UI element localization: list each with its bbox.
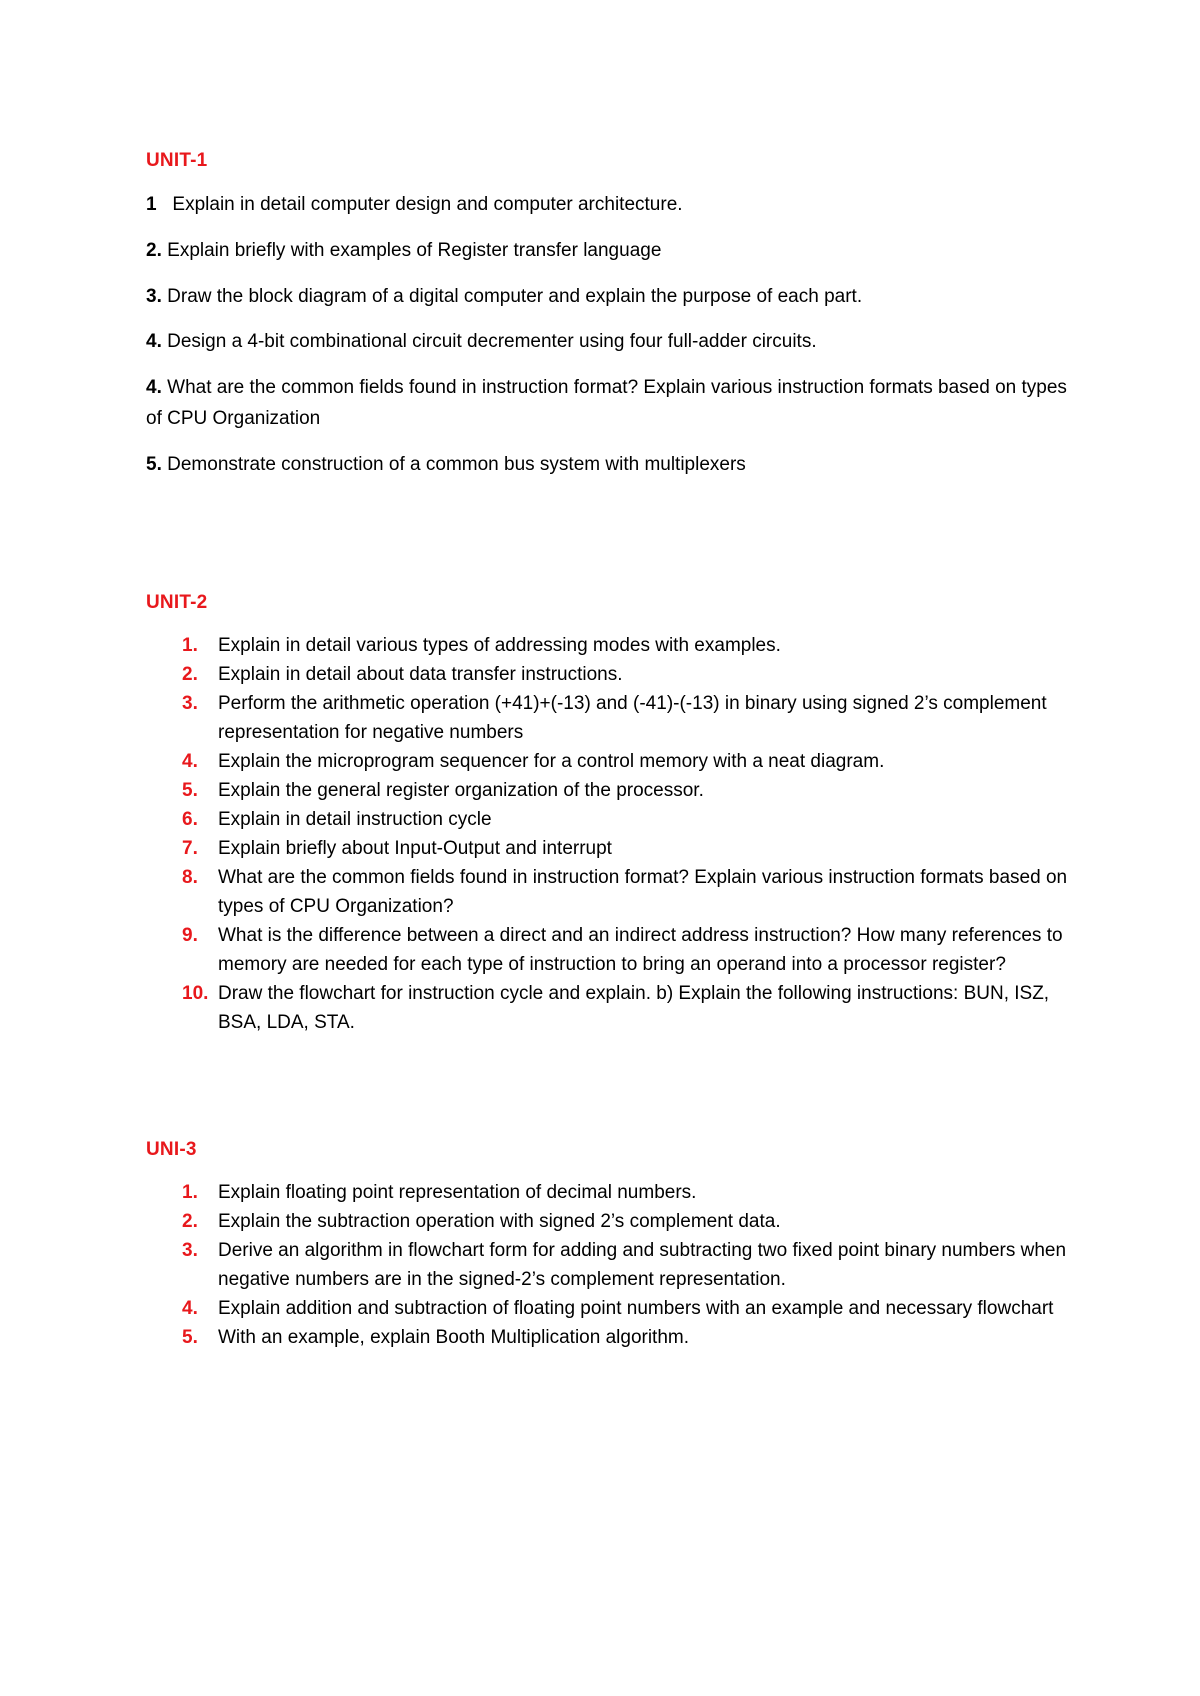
- unit-3-question-list: [146, 1178, 1076, 1352]
- unit-1-question: [146, 235, 1076, 266]
- unit-1-question: [146, 326, 1076, 357]
- list-item: [146, 776, 1076, 805]
- question-text: Explain briefly about Input-Output and interrupt: [218, 838, 612, 859]
- list-item: [146, 631, 1076, 660]
- question-text: What is the difference between a direct and an indirect address instruction? How many references to memory are needed for each type of instruction to bring an operand into a processor register?: [218, 925, 1063, 975]
- list-item: [146, 1323, 1076, 1352]
- question-number: 1.: [182, 1182, 198, 1203]
- question-number: 7.: [182, 838, 198, 859]
- question-number: 4.: [182, 1298, 198, 1319]
- list-item: [146, 660, 1076, 689]
- question-number: 5.: [182, 780, 198, 801]
- question-text: Explain in detail instruction cycle: [218, 809, 492, 830]
- question-number: 3.: [182, 1240, 198, 1261]
- list-item: [146, 747, 1076, 776]
- question-number: 4.: [146, 331, 162, 352]
- question-number: 5.: [146, 454, 162, 475]
- question-text: Design a 4-bit combinational circuit decrementer using four full-adder circuits.: [167, 331, 817, 352]
- question-number: 9.: [182, 925, 198, 946]
- unit-2-question-list: [146, 631, 1076, 1037]
- question-text: Explain the subtraction operation with signed 2’s complement data.: [218, 1211, 781, 1232]
- question-number: 2.: [146, 240, 162, 261]
- list-item: [146, 805, 1076, 834]
- question-number: 8.: [182, 867, 198, 888]
- question-number: 3.: [182, 693, 198, 714]
- unit-3-heading: UNI-3: [146, 1139, 197, 1160]
- question-text: With an example, explain Booth Multiplication algorithm.: [218, 1327, 690, 1348]
- list-item: [146, 1178, 1076, 1207]
- question-text: Explain floating point representation of decimal numbers.: [218, 1182, 697, 1203]
- list-item: [146, 979, 1076, 1037]
- unit-2-heading: UNIT-2: [146, 592, 208, 613]
- list-item: [146, 834, 1076, 863]
- question-number: 1.: [182, 635, 198, 656]
- unit-1-question: [146, 281, 1076, 312]
- unit-1-question: [146, 449, 1076, 480]
- question-text: Explain addition and subtraction of floating point numbers with an example and necessary flowchart: [218, 1298, 1054, 1319]
- question-text: Explain in detail about data transfer instructions.: [218, 664, 623, 685]
- question-number: 4.: [182, 751, 198, 772]
- question-number: 1: [146, 194, 157, 215]
- unit-1-heading: UNIT-1: [146, 150, 208, 171]
- question-text: Explain briefly with examples of Register transfer language: [167, 240, 662, 261]
- question-text: Explain the microprogram sequencer for a control memory with a neat diagram.: [218, 751, 885, 772]
- question-text: Draw the block diagram of a digital computer and explain the purpose of each part.: [167, 286, 863, 307]
- question-text: Demonstrate construction of a common bus system with multiplexers: [167, 454, 746, 475]
- list-item: [146, 689, 1076, 747]
- list-item: [146, 1294, 1076, 1323]
- question-text: Perform the arithmetic operation (+41)+(-13) and (-41)-(-13) in binary using signed 2’s complement representation for negative numbers: [218, 693, 1047, 743]
- question-number: 2.: [182, 1211, 198, 1232]
- question-text: Explain in detail computer design and computer architecture.: [172, 194, 683, 215]
- list-item: [146, 921, 1076, 979]
- list-item: [146, 863, 1076, 921]
- unit-1-question: [146, 372, 1076, 434]
- question-number: 2.: [182, 664, 198, 685]
- list-item: [146, 1236, 1076, 1294]
- list-item: [146, 1207, 1076, 1236]
- question-text: What are the common fields found in instruction format? Explain various instruction formats based on types of CPU Organization?: [218, 867, 1068, 917]
- question-text: Draw the flowchart for instruction cycle and explain. b) Explain the following instructions: BUN, ISZ, BSA, LDA, STA.: [218, 983, 1050, 1033]
- unit-1-question: [146, 189, 1076, 220]
- question-number: 3.: [146, 286, 162, 307]
- question-number: 10.: [182, 983, 209, 1004]
- question-text: Explain in detail various types of addressing modes with examples.: [218, 635, 781, 656]
- question-number: 4.: [146, 377, 162, 398]
- question-text: Derive an algorithm in flowchart form for adding and subtracting two fixed point binary numbers when negative numbers are in the signed-2’s complement representation.: [218, 1240, 1067, 1290]
- question-number: 6.: [182, 809, 198, 830]
- question-number: 5.: [182, 1327, 198, 1348]
- question-text: Explain the general register organization of the processor.: [218, 780, 704, 801]
- question-text: What are the common fields found in instruction format? Explain various instruction formats based on types of CPU Organization: [146, 377, 1067, 429]
